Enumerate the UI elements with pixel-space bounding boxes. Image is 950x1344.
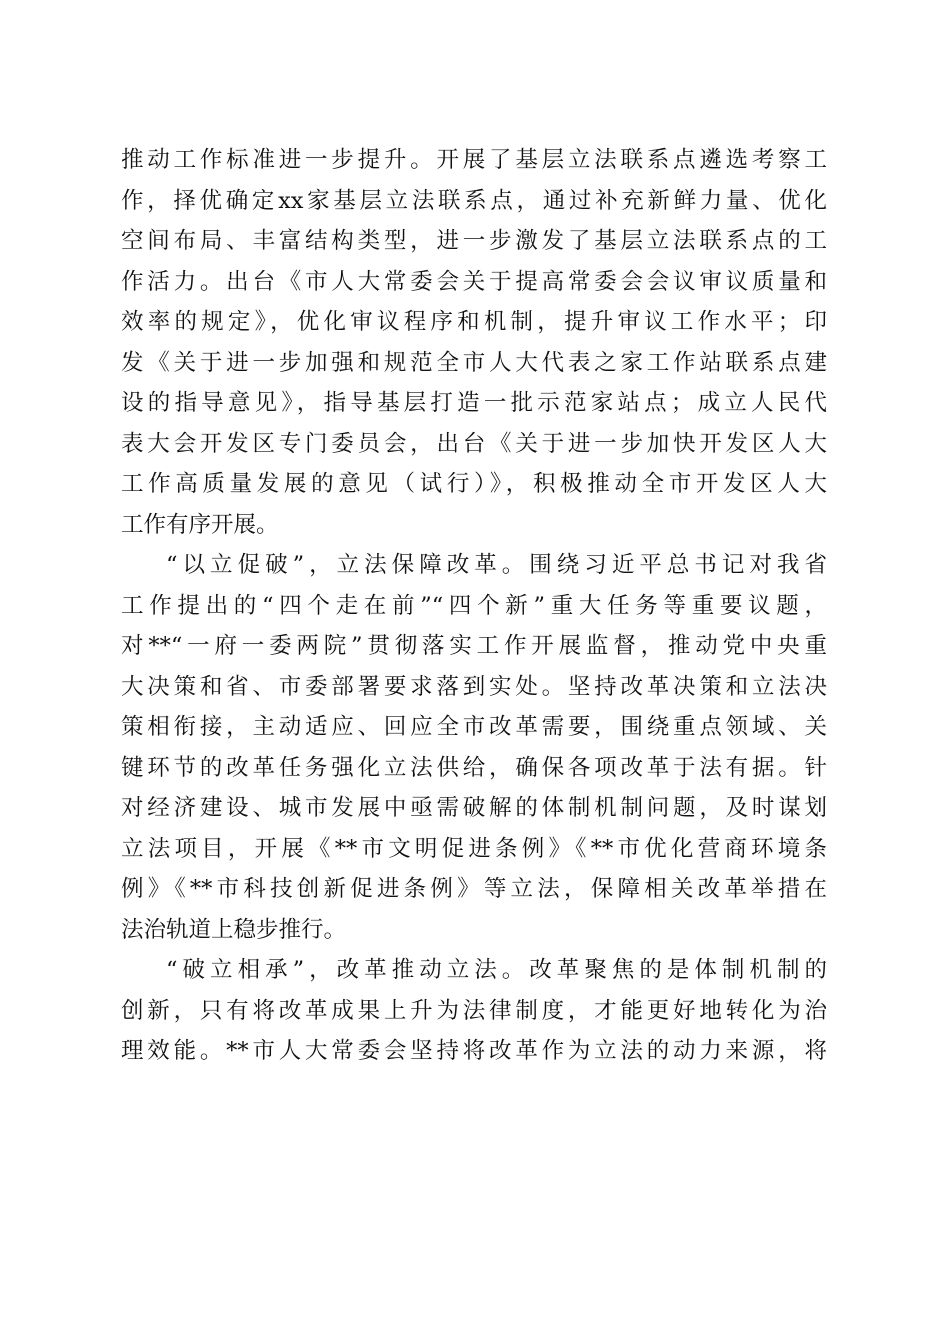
text-line: 策相衔接，主动适应、回应全市改革需要，围绕重点领域、关 bbox=[121, 714, 827, 740]
text-line: 推动工作标准进一步提升。开展了基层立法联系点遴选考察工 bbox=[121, 147, 827, 173]
text-line: 创新，只有将改革成果上升为法律制度，才能更好地转化为治 bbox=[121, 997, 827, 1024]
text-line: 工作高质量发展的意见（试行）》，积极推动全市开发区人大 bbox=[121, 471, 827, 497]
text-line: 理效能。**市人大常委会坚持将改革作为立法的动力来源，将 bbox=[121, 1038, 827, 1064]
text-line: 设的指导意见》，指导基层打造一批示范家站点；成立人民代 bbox=[121, 390, 827, 416]
text-line: 作，择优确定xx家基层立法联系点，通过补充新鲜力量、优化 bbox=[121, 187, 827, 214]
text-line: 大决策和省、市委部署要求落到实处。坚持改革决策和立法决 bbox=[121, 673, 827, 700]
text-line: 键环节的改革任务强化立法供给，确保各项改革于法有据。针 bbox=[121, 754, 827, 781]
text-line: 表大会开发区专门委员会，出台《关于进一步加快开发区人大 bbox=[121, 430, 827, 457]
text-line: “破立相承”，改革推动立法。改革聚焦的是体制机制的 bbox=[166, 957, 827, 983]
paragraph-3 bbox=[121, 950, 827, 1072]
text-line: 工作有序开展。 bbox=[121, 511, 279, 538]
text-line: 工作提出的“四个走在前”“四个新”重大任务等重要议题， bbox=[121, 592, 827, 619]
text-line: 作活力。出台《市人大常委会关于提高常委会会议审议质量和 bbox=[121, 268, 827, 295]
text-line: 发《关于进一步加强和规范全市人大代表之家工作站联系点建 bbox=[121, 349, 827, 376]
text-line: 例》《**市科技创新促进条例》等立法，保障相关改革举措在 bbox=[121, 876, 827, 902]
paragraph-2 bbox=[121, 545, 827, 950]
text-line: 对经济建设、城市发展中亟需破解的体制机制问题，及时谋划 bbox=[121, 795, 827, 821]
text-line: 对**“一府一委两院”贯彻落实工作开展监督，推动党中央重 bbox=[121, 633, 827, 659]
paragraph-1 bbox=[121, 140, 827, 545]
text-line: 效率的规定》，优化审议程序和机制，提升审议工作水平；印 bbox=[121, 309, 827, 335]
document-body bbox=[121, 140, 827, 1072]
text-line: 法治轨道上稳步推行。 bbox=[121, 916, 347, 943]
text-line: 立法项目，开展《**市文明促进条例》《**市优化营商环境条 bbox=[121, 835, 827, 862]
text-line: 空间布局、丰富结构类型，进一步激发了基层立法联系点的工 bbox=[121, 228, 827, 254]
text-line: “以立促破”，立法保障改革。围绕习近平总书记对我省 bbox=[166, 552, 827, 578]
